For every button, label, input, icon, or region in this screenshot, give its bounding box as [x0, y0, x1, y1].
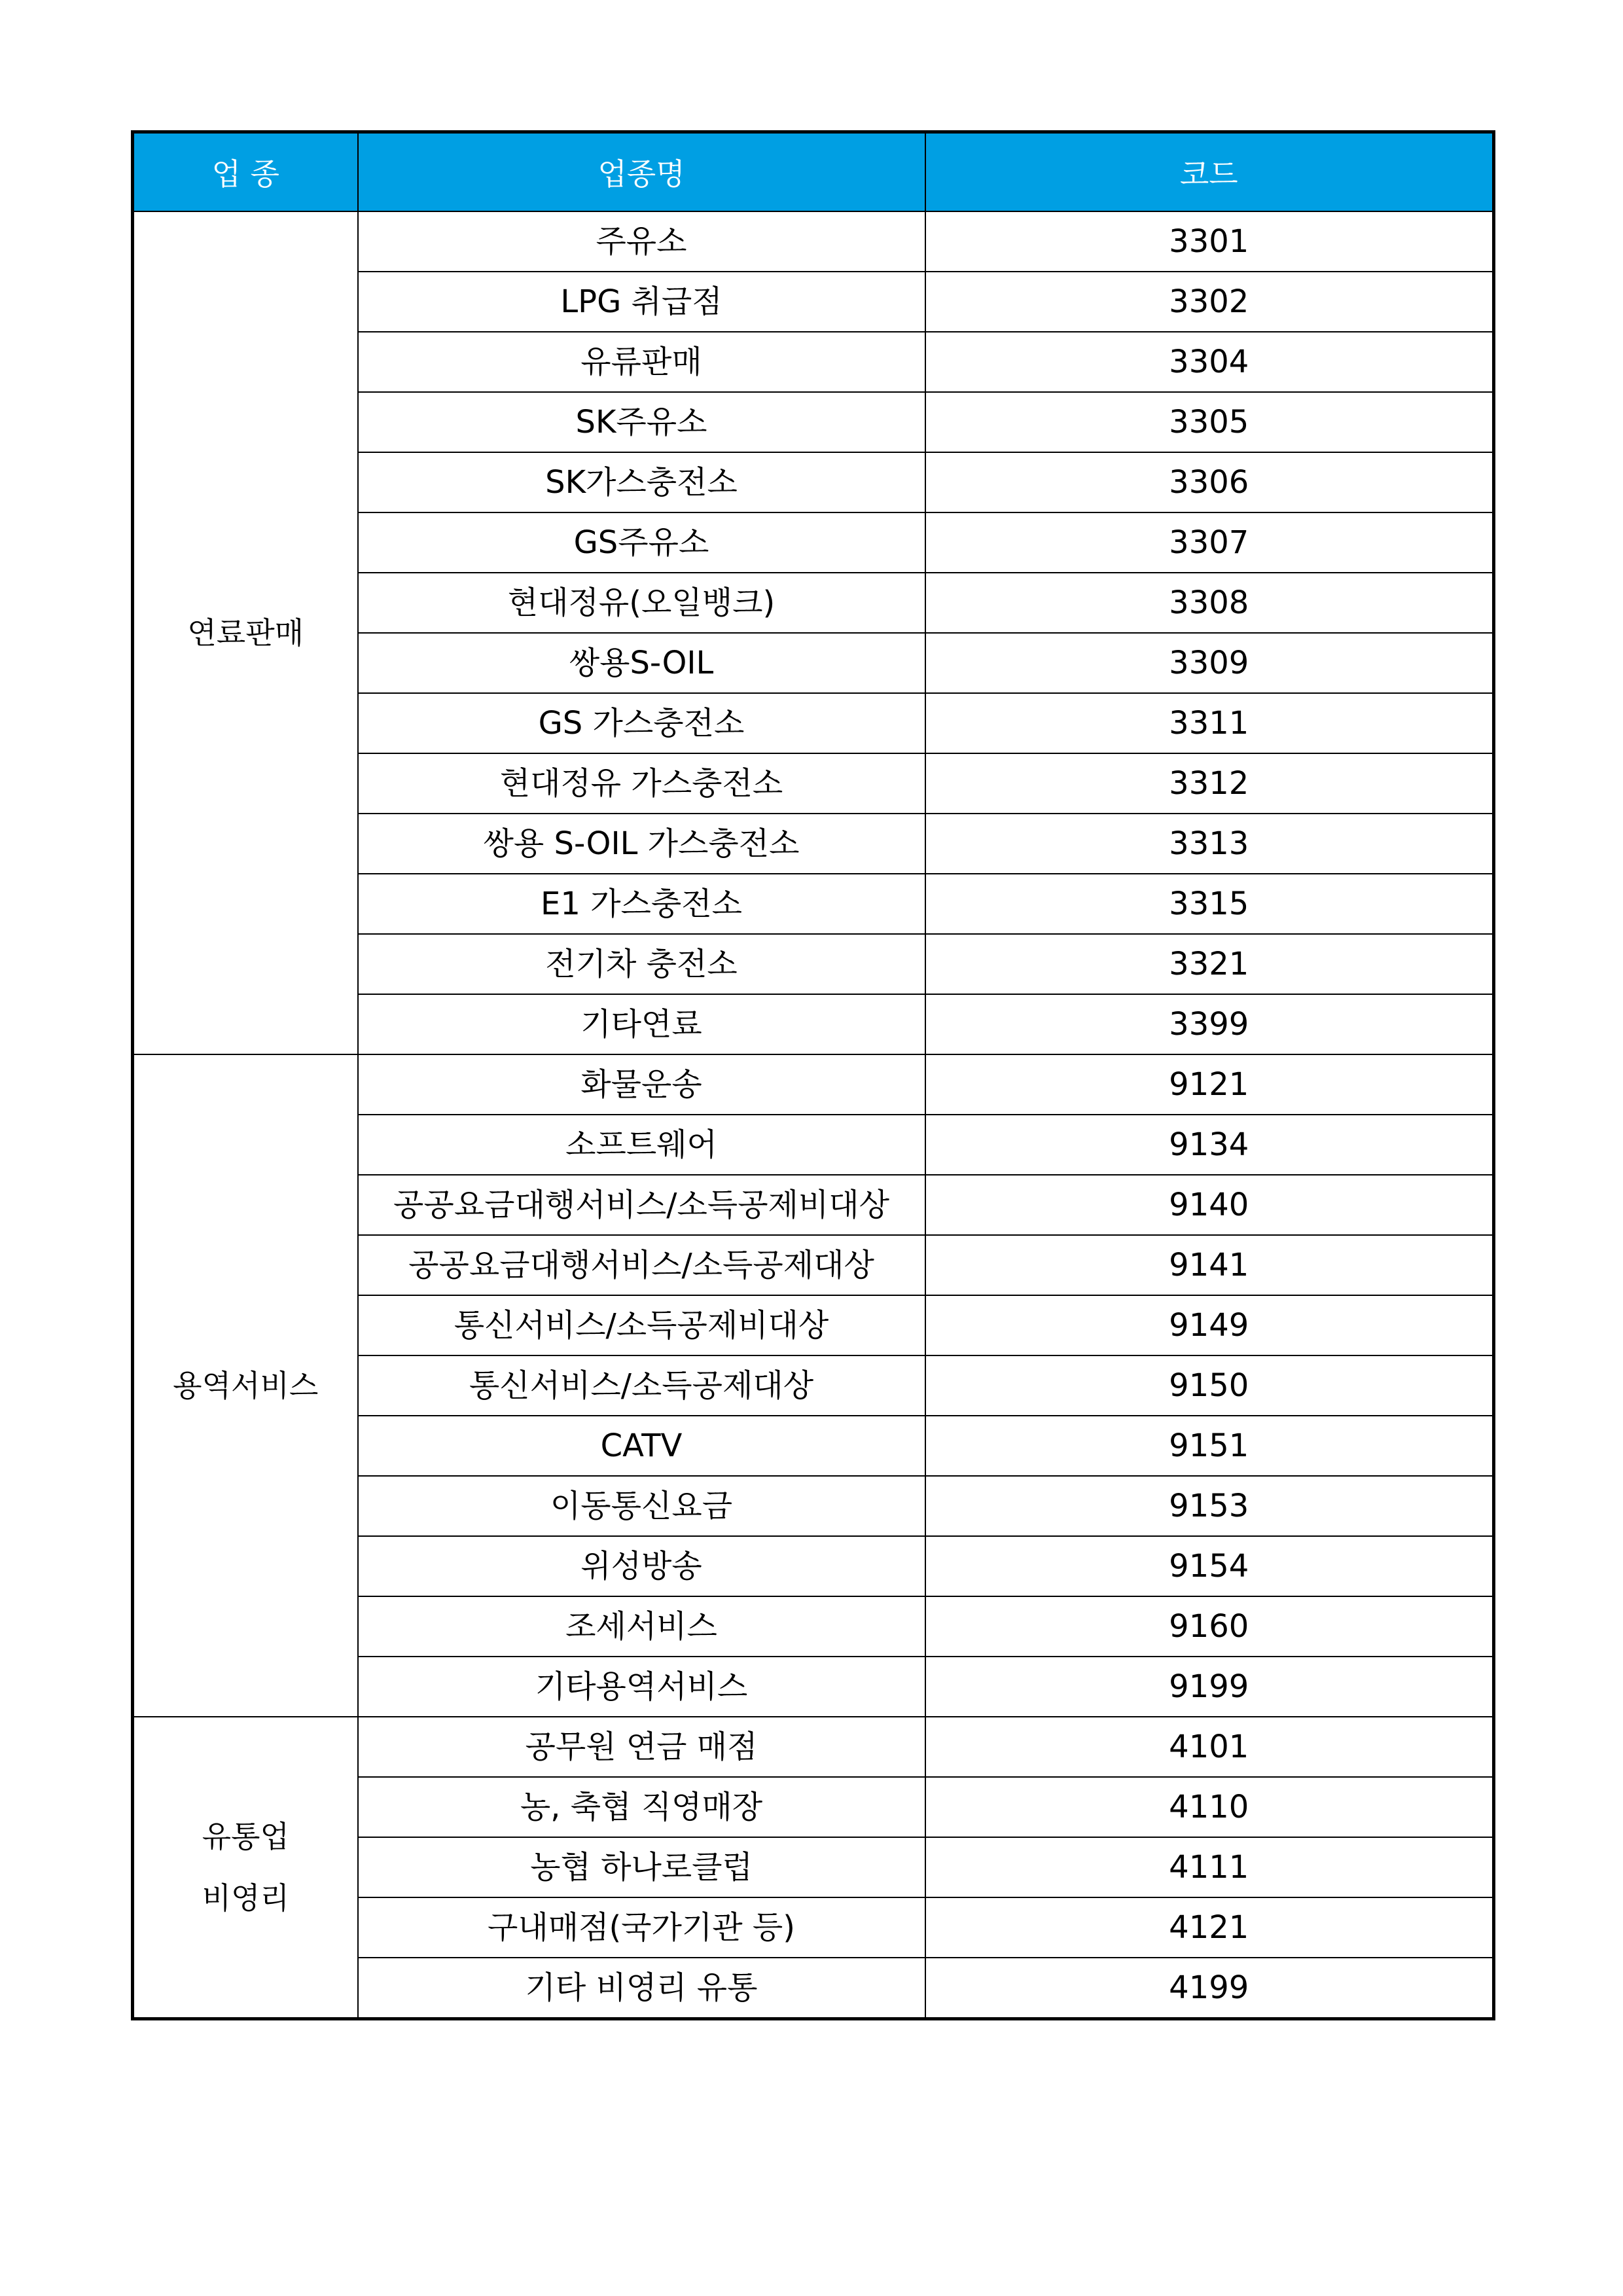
industry-name-cell: 구내매점(국가기관 등) — [358, 1897, 925, 1958]
code-cell: 4199 — [925, 1958, 1494, 2019]
code-cell: 9160 — [925, 1596, 1494, 1657]
header-industry: 업 종 — [133, 132, 358, 212]
industry-name-cell: E1 가스충전소 — [358, 874, 925, 934]
industry-name-cell: 이동통신요금 — [358, 1476, 925, 1536]
code-cell: 3308 — [925, 573, 1494, 633]
code-cell: 3304 — [925, 332, 1494, 392]
industry-name-cell: GS주유소 — [358, 512, 925, 573]
table-header — [133, 132, 1494, 212]
code-cell: 4121 — [925, 1897, 1494, 1958]
category-label: 유통업 — [202, 1819, 289, 1854]
code-cell: 3307 — [925, 512, 1494, 573]
industry-name-cell: 통신서비스/소득공제대상 — [358, 1355, 925, 1416]
industry-name-cell: CATV — [358, 1416, 925, 1476]
code-cell: 3312 — [925, 753, 1494, 814]
industry-name-cell: 농협 하나로클럽 — [358, 1837, 925, 1897]
code-cell: 3302 — [925, 272, 1494, 332]
category-label: 용역서비스 — [173, 1368, 319, 1403]
industry-name-cell: SK주유소 — [358, 392, 925, 452]
industry-name-cell: 조세서비스 — [358, 1596, 925, 1657]
industry-name-cell: 공공요금대행서비스/소득공제대상 — [358, 1235, 925, 1295]
code-cell: 3315 — [925, 874, 1494, 934]
industry-name-cell: GS 가스충전소 — [358, 693, 925, 753]
category-cell — [133, 1717, 358, 2019]
table-row — [133, 211, 1494, 272]
category-cell — [133, 211, 358, 1054]
code-cell: 9141 — [925, 1235, 1494, 1295]
code-cell: 9140 — [925, 1175, 1494, 1235]
code-cell: 9199 — [925, 1657, 1494, 1717]
code-cell: 3321 — [925, 934, 1494, 994]
industry-name-cell: 기타 비영리 유통 — [358, 1958, 925, 2019]
industry-name-cell: 화물운송 — [358, 1054, 925, 1115]
code-cell: 3306 — [925, 452, 1494, 512]
code-cell: 9134 — [925, 1115, 1494, 1175]
industry-name-cell: 현대정유(오일뱅크) — [358, 573, 925, 633]
code-cell: 9150 — [925, 1355, 1494, 1416]
code-cell: 3305 — [925, 392, 1494, 452]
industry-name-cell: 소프트웨어 — [358, 1115, 925, 1175]
industry-name-cell: LPG 취급점 — [358, 272, 925, 332]
category-cell — [133, 1054, 358, 1717]
code-cell: 3311 — [925, 693, 1494, 753]
industry-name-cell: 현대정유 가스충전소 — [358, 753, 925, 814]
code-cell: 9149 — [925, 1295, 1494, 1355]
category-label: 비영리 — [202, 1880, 289, 1916]
code-cell: 3313 — [925, 814, 1494, 874]
code-cell: 4111 — [925, 1837, 1494, 1897]
industry-name-cell: 쌍용 S-OIL 가스충전소 — [358, 814, 925, 874]
header-code: 코드 — [925, 132, 1494, 212]
code-cell: 3399 — [925, 994, 1494, 1054]
industry-name-cell: 공무원 연금 매점 — [358, 1717, 925, 1777]
industry-name-cell: SK가스충전소 — [358, 452, 925, 512]
industry-name-cell: 공공요금대행서비스/소득공제비대상 — [358, 1175, 925, 1235]
industry-name-cell: 위성방송 — [358, 1536, 925, 1596]
industry-name-cell: 기타용역서비스 — [358, 1657, 925, 1717]
industry-name-cell: 기타연료 — [358, 994, 925, 1054]
code-cell: 3301 — [925, 211, 1494, 272]
code-cell: 9153 — [925, 1476, 1494, 1536]
industry-name-cell: 주유소 — [358, 211, 925, 272]
category-label: 연료판매 — [187, 615, 304, 651]
table-row — [133, 1717, 1494, 1777]
code-cell: 4110 — [925, 1777, 1494, 1837]
industry-name-cell: 유류판매 — [358, 332, 925, 392]
table-row — [133, 1054, 1494, 1115]
header-industry-name: 업종명 — [358, 132, 925, 212]
industry-name-cell: 농, 축협 직영매장 — [358, 1777, 925, 1837]
header-row — [133, 132, 1494, 212]
code-cell: 9154 — [925, 1536, 1494, 1596]
code-cell: 9151 — [925, 1416, 1494, 1476]
table-body — [133, 211, 1494, 2019]
code-cell: 9121 — [925, 1054, 1494, 1115]
industry-name-cell: 통신서비스/소득공제비대상 — [358, 1295, 925, 1355]
industry-name-cell: 전기차 충전소 — [358, 934, 925, 994]
industry-name-cell: 쌍용S-OIL — [358, 633, 925, 693]
code-cell: 4101 — [925, 1717, 1494, 1777]
industry-code-table — [131, 130, 1495, 2020]
code-cell: 3309 — [925, 633, 1494, 693]
